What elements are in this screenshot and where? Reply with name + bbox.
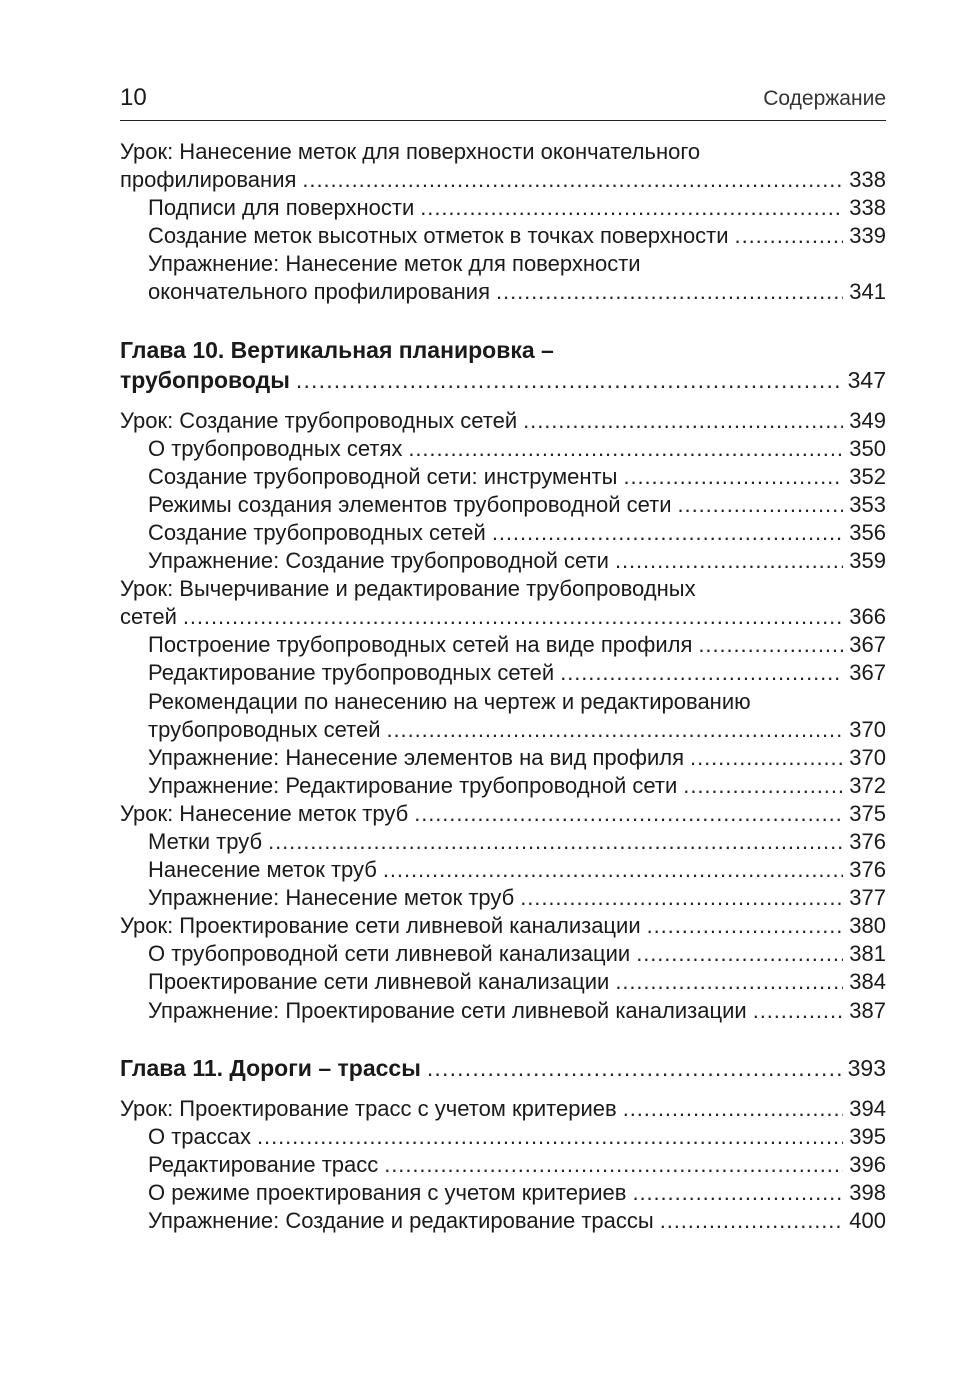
toc-page-number: 376 (849, 857, 886, 883)
toc-chapter-title-line1: Глава 10. Вертикальная планировка – (120, 336, 554, 363)
toc-entry-title: Редактирование трубопроводных сетей (148, 660, 555, 686)
toc-entry-section[interactable] (120, 547, 886, 575)
dot-leader (414, 800, 843, 828)
dot-leader (387, 716, 844, 744)
toc-entry-title: Нанесение меток труб (148, 857, 377, 883)
toc-page-number: 359 (849, 548, 886, 574)
toc-entry-title: Урок: Нанесение меток труб (120, 800, 409, 826)
toc-entry-title: Создание трубопроводных сетей (148, 519, 486, 545)
dot-leader (735, 222, 844, 250)
toc-entry-section[interactable] (120, 1207, 886, 1235)
dot-leader (678, 491, 844, 519)
toc-entry-lesson[interactable] (120, 912, 886, 940)
dot-leader (560, 659, 843, 687)
table-of-contents (120, 138, 886, 1235)
toc-chapter-title: Глава 11. Дороги – трассы (120, 1054, 421, 1081)
toc-entry-section[interactable] (120, 940, 886, 968)
dot-leader (302, 166, 843, 194)
toc-entry-title: Упражнение: Редактирование трубопроводной сети (148, 772, 678, 798)
toc-entry-title: О трубопроводной сети ливневой канализации (148, 941, 631, 967)
toc-page-number: 396 (849, 1151, 886, 1177)
toc-page-number: 367 (849, 660, 886, 686)
toc-page-number: 376 (849, 828, 886, 854)
toc-entry-title-line1: Рекомендации по нанесению на чертеж и редактированию (148, 688, 751, 714)
running-title: Содержание (763, 87, 886, 110)
toc-page-number: 366 (849, 604, 886, 630)
toc-entry-title-line2: окончательного профилирования (148, 279, 491, 305)
toc-page-number: 338 (849, 195, 886, 221)
toc-entry-section[interactable] (120, 828, 886, 856)
dot-leader (520, 884, 843, 912)
toc-page-number: 350 (849, 435, 886, 461)
dot-leader (420, 194, 843, 222)
dot-leader (623, 1095, 844, 1123)
toc-entry-lesson[interactable] (120, 800, 886, 828)
toc-page-number: 367 (849, 632, 886, 658)
toc-entry-title-line2: трубопроводных сетей (148, 716, 381, 742)
toc-page-number: 356 (849, 519, 886, 545)
dot-leader (753, 997, 844, 1025)
toc-entry-title: О трубопроводных сетях (148, 435, 403, 461)
toc-entry-title: Создание меток высотных отметок в точках поверхности (148, 223, 729, 249)
toc-entry-title-line2: сетей (120, 604, 177, 630)
toc-page-number: 380 (849, 913, 886, 939)
toc-page-number: 377 (849, 885, 886, 911)
toc-page-number: 338 (849, 167, 886, 193)
toc-entry-section[interactable] (120, 519, 886, 547)
toc-page-number: 349 (849, 407, 886, 433)
toc-page-number: 347 (847, 366, 886, 393)
toc-entry-section[interactable] (120, 659, 886, 687)
toc-entry-title: Подписи для поверхности (148, 195, 415, 221)
toc-entry-chapter-11[interactable] (120, 1053, 886, 1083)
toc-page-number: 353 (849, 491, 886, 517)
toc-entry-title: О режиме проектирования с учетом критериев (148, 1179, 627, 1205)
toc-page-number: 394 (849, 1095, 886, 1121)
toc-entry-section[interactable] (120, 1151, 886, 1179)
dot-leader (496, 278, 843, 306)
toc-entry-title: О трассах (148, 1123, 252, 1149)
toc-entry-title: Метки труб (148, 828, 263, 854)
toc-entry-lesson[interactable] (120, 407, 886, 435)
toc-entry-section[interactable] (120, 631, 886, 659)
toc-page-number: 370 (849, 716, 886, 742)
dot-leader (427, 1053, 842, 1083)
dot-leader (690, 744, 843, 772)
toc-entry-lesson[interactable] (120, 1095, 886, 1123)
toc-entry-section[interactable] (120, 688, 886, 744)
dot-leader (383, 856, 843, 884)
toc-entry-title-line1: Урок: Вычерчивание и редактирование трубопроводных (120, 576, 696, 602)
page-number: 10 (120, 84, 147, 111)
dot-leader (384, 1151, 843, 1179)
toc-entry-title: Упражнение: Нанесение элементов на вид профиля (148, 744, 685, 770)
toc-entry-title: Упражнение: Создание и редактирование трассы (148, 1208, 654, 1233)
toc-entry-title: Создание трубопроводной сети: инструменты (148, 463, 618, 489)
toc-entry-title: Упражнение: Нанесение меток труб (148, 885, 515, 911)
toc-entry-chapter-10[interactable] (120, 335, 886, 395)
toc-entry-section[interactable] (120, 744, 886, 772)
toc-entry-section[interactable] (120, 1123, 886, 1151)
toc-entry-section[interactable] (120, 997, 886, 1025)
toc-entry-section[interactable] (120, 491, 886, 519)
toc-page-number: 341 (849, 279, 886, 305)
toc-entry-section[interactable] (120, 1179, 886, 1207)
dot-leader (615, 547, 843, 575)
toc-entry-section[interactable] (120, 856, 886, 884)
toc-entry-title: Урок: Проектирование трасс с учетом критериев (120, 1095, 617, 1121)
dot-leader (660, 1207, 844, 1235)
toc-entry-section[interactable] (120, 435, 886, 463)
toc-entry-title: Построение трубопроводных сетей на виде профиля (148, 632, 693, 658)
toc-page-number: 393 (847, 1054, 886, 1081)
toc-entry-title: Проектирование сети ливневой канализации (148, 969, 610, 995)
toc-page-number: 352 (849, 463, 886, 489)
toc-page-number: 370 (849, 744, 886, 770)
dot-leader (523, 407, 843, 435)
dot-leader (623, 463, 843, 491)
page-header (120, 82, 886, 121)
dot-leader (632, 1179, 843, 1207)
toc-page-number: 395 (849, 1123, 886, 1149)
toc-entry-title: Урок: Проектирование сети ливневой канализации (120, 913, 641, 939)
dot-leader (257, 1123, 843, 1151)
toc-entry-section[interactable] (120, 968, 886, 996)
dot-leader (647, 912, 844, 940)
toc-chapter-title-line2: трубопроводы (120, 366, 290, 393)
toc-entry-title: Упражнение: Создание трубопроводной сети (148, 548, 609, 574)
toc-entry-lesson[interactable] (120, 138, 886, 194)
toc-page-number: 398 (849, 1179, 886, 1205)
toc-entry-section[interactable] (120, 463, 886, 491)
toc-entry-section[interactable] (120, 250, 886, 306)
toc-entry-title: Урок: Создание трубопроводных сетей (120, 407, 518, 433)
toc-page-number: 375 (849, 800, 886, 826)
toc-page-number: 387 (849, 997, 886, 1023)
toc-entry-lesson[interactable] (120, 575, 886, 631)
toc-page-number: 339 (849, 223, 886, 249)
toc-entry-section[interactable] (120, 884, 886, 912)
dot-leader (615, 968, 843, 996)
toc-entry-section[interactable] (120, 222, 886, 250)
toc-page-number: 400 (849, 1208, 886, 1233)
toc-page-number: 372 (849, 772, 886, 798)
toc-entry-section[interactable] (120, 772, 886, 800)
toc-entry-title-line1: Урок: Нанесение меток для поверхности окончательного (120, 139, 701, 164)
toc-entry-section[interactable] (120, 194, 886, 222)
dot-leader (636, 940, 843, 968)
dot-leader (408, 435, 843, 463)
dot-leader (183, 603, 843, 631)
toc-entry-title-line1: Упражнение: Нанесение меток для поверхности (148, 251, 641, 277)
dot-leader (698, 631, 843, 659)
dot-leader (492, 519, 843, 547)
toc-entry-title: Режимы создания элементов трубопроводной сети (148, 491, 672, 517)
toc-page-number: 384 (849, 969, 886, 995)
toc-entry-title-line2: профилирования (120, 167, 297, 193)
toc-entry-title: Редактирование трасс (148, 1151, 379, 1177)
toc-entry-title: Упражнение: Проектирование сети ливневой канализации (148, 997, 747, 1023)
dot-leader (683, 772, 843, 800)
toc-page-number: 381 (849, 941, 886, 967)
dot-leader (268, 828, 843, 856)
dot-leader (296, 365, 842, 395)
